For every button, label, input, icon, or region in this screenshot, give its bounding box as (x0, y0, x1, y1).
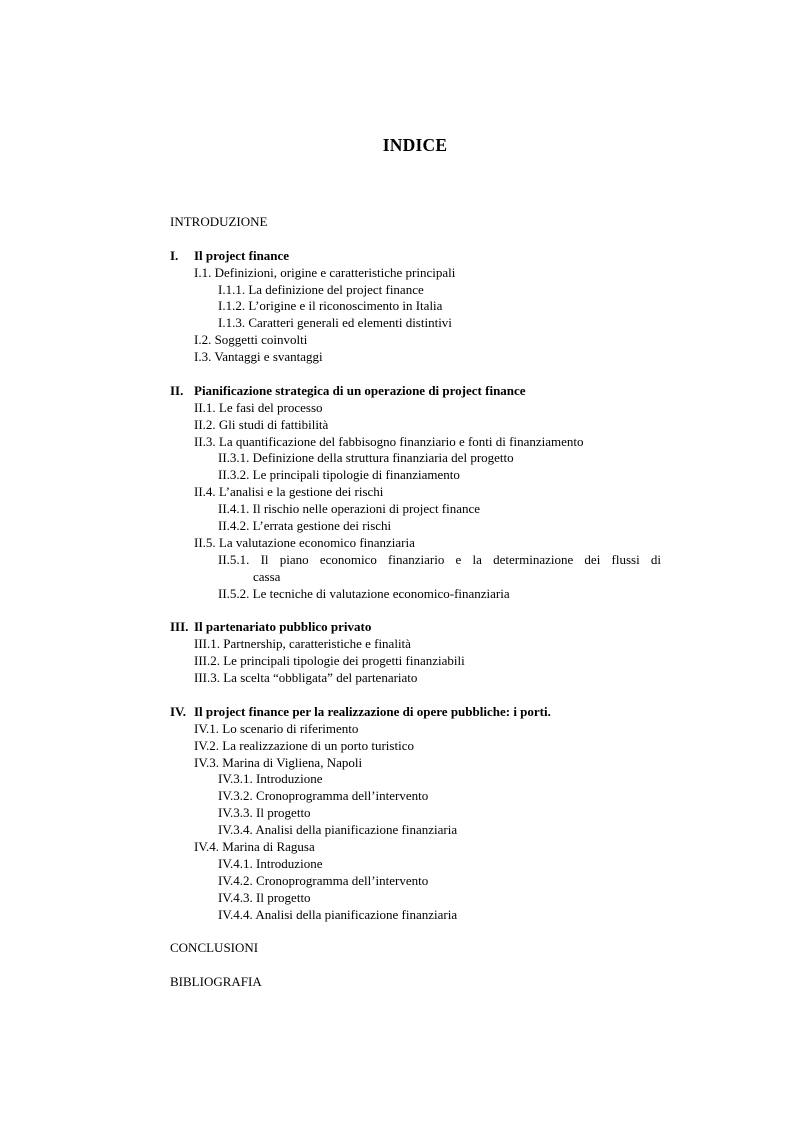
chapter-number: III. (170, 619, 189, 635)
toc-section[interactable]: I.2. Soggetti coinvolti (194, 332, 308, 348)
toc-section[interactable]: IV.2. La realizzazione di un porto turistico (194, 737, 414, 753)
chapter-number: IV. (170, 703, 187, 719)
toc-section[interactable]: IV.4. Marina di Ragusa (194, 838, 315, 854)
toc-subsection[interactable]: II.3.2. Le principali tipologie di finanziamento (218, 467, 460, 483)
toc-subsection[interactable]: IV.3.4. Analisi della pianificazione finanziaria (218, 822, 458, 838)
toc-chapter-2[interactable] (170, 383, 661, 400)
toc-subsection[interactable]: IV.4.2. Cronoprogramma dell’intervento (218, 872, 429, 888)
toc-subsection[interactable]: I.1.1. La definizione del project finance (218, 281, 424, 297)
toc-conclusions[interactable]: CONCLUSIONI (170, 940, 259, 956)
chapter-title: Pianificazione strategica di un operazione di project finance (194, 382, 526, 398)
table-of-contents (170, 214, 661, 991)
chapter-title: Il project finance (194, 247, 290, 263)
toc-section[interactable]: I.3. Vantaggi e svantaggi (194, 349, 323, 365)
chapter-number: I. (170, 247, 179, 263)
toc-subsection[interactable]: I.1.3. Caratteri generali ed elementi distintivi (218, 315, 452, 331)
toc-subsection[interactable]: IV.4.1. Introduzione (218, 855, 323, 871)
toc-section[interactable]: II.2. Gli studi di fattibilità (194, 416, 329, 432)
toc-subsection[interactable]: II.5.1. Il piano economico finanziario e la determinazione dei flussi di (218, 551, 661, 567)
toc-introduction[interactable]: INTRODUZIONE (170, 214, 268, 229)
chapter-title: Il project finance per la realizzazione di opere pubbliche: i porti. (194, 703, 551, 719)
toc-subsection[interactable]: II.3.1. Definizione della struttura finanziaria del progetto (218, 450, 514, 466)
toc-chapter-4[interactable] (170, 704, 661, 721)
toc-subsection-continuation: cassa (253, 568, 281, 584)
toc-subsection[interactable]: IV.4.4. Analisi della pianificazione finanziaria (218, 906, 458, 922)
toc-chapter-1[interactable] (170, 248, 661, 265)
toc-section[interactable]: II.5. La valutazione economico finanziaria (194, 534, 415, 550)
toc-section[interactable]: II.3. La quantificazione del fabbisogno finanziario e fonti di finanziamento (194, 433, 584, 449)
toc-subsection[interactable]: IV.3.1. Introduzione (218, 771, 323, 787)
toc-section[interactable]: IV.3. Marina di Vigliena, Napoli (194, 754, 363, 770)
toc-bibliography[interactable]: BIBLIOGRAFIA (170, 974, 262, 990)
toc-section[interactable]: II.1. Le fasi del processo (194, 399, 323, 415)
toc-subsection[interactable]: IV.3.2. Cronoprogramma dell’intervento (218, 788, 429, 804)
toc-section[interactable]: I.1. Definizioni, origine e caratteristiche principali (194, 264, 456, 280)
toc-chapter-3[interactable] (170, 619, 661, 636)
toc-subsection[interactable]: IV.4.3. Il progetto (218, 889, 311, 905)
toc-section[interactable]: IV.1. Lo scenario di riferimento (194, 720, 359, 736)
chapter-number: II. (170, 382, 184, 398)
toc-section[interactable]: III.3. La scelta “obbligata” del partenariato (194, 670, 418, 686)
toc-subsection[interactable]: IV.3.3. Il progetto (218, 805, 311, 821)
toc-section[interactable]: III.1. Partnership, caratteristiche e finalità (194, 636, 411, 652)
toc-subsection[interactable]: II.4.2. L’errata gestione dei rischi (218, 518, 392, 534)
toc-section[interactable]: III.2. Le principali tipologie dei progetti finanziabili (194, 653, 465, 669)
toc-subsection[interactable]: II.4.1. Il rischio nelle operazioni di project finance (218, 501, 481, 517)
page-title: INDICE (382, 135, 448, 155)
toc-subsection[interactable]: I.1.2. L’origine e il riconoscimento in Italia (218, 298, 443, 314)
chapter-title: Il partenariato pubblico privato (194, 619, 372, 635)
toc-section[interactable]: II.4. L’analisi e la gestione dei rischi (194, 484, 384, 500)
toc-subsection[interactable]: II.5.2. Le tecniche di valutazione economico-finanziaria (218, 585, 510, 601)
